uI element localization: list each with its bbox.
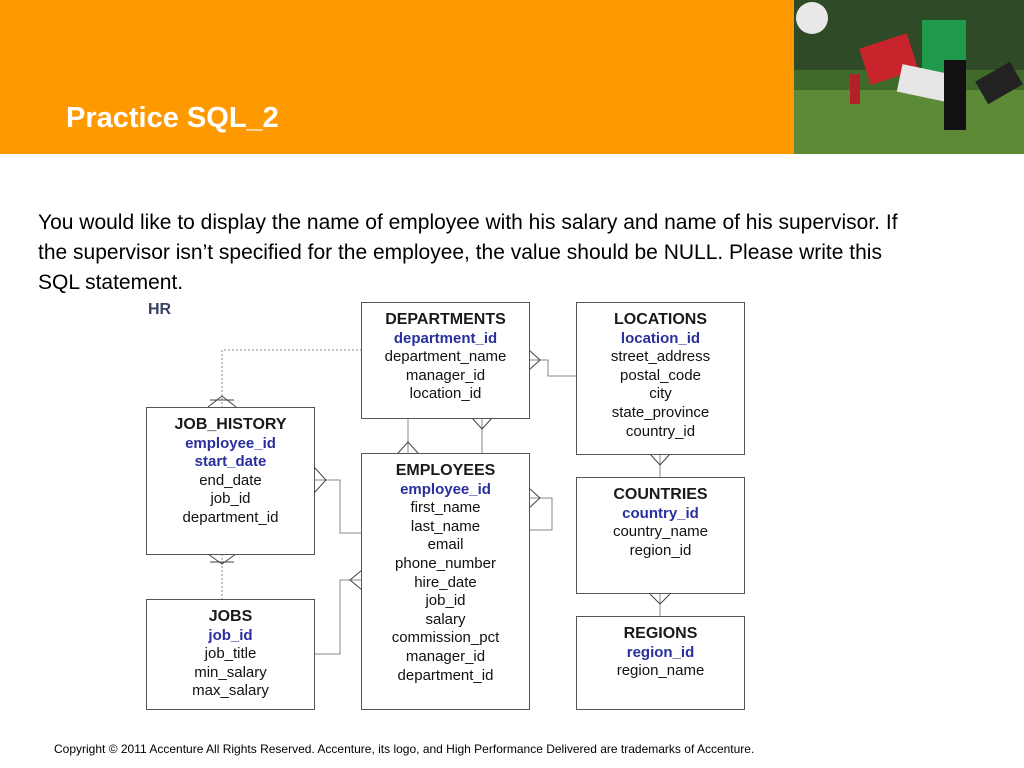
column: location_id	[409, 385, 482, 403]
primary-key: start_date	[194, 453, 267, 471]
column: job_id	[425, 592, 466, 610]
table-employees	[361, 453, 530, 710]
column: last_name	[410, 517, 481, 535]
column: min_salary	[194, 663, 267, 681]
column: hire_date	[414, 573, 477, 591]
column: country_id	[625, 422, 696, 440]
column: manager_id	[405, 366, 486, 384]
column: manager_id	[405, 647, 486, 665]
column: street_address	[610, 348, 711, 366]
column: state_province	[611, 403, 710, 421]
column: commission_pct	[391, 629, 500, 647]
table-name: LOCATIONS	[613, 311, 708, 328]
column: end_date	[199, 471, 262, 489]
copyright-footer: Copyright © 2011 Accenture All Rights Reserved. Accenture, its logo, and High Performance Delivered are trademarks of Accenture.	[54, 742, 755, 756]
column: region_id	[629, 541, 692, 559]
column: email	[427, 536, 464, 554]
table-name: JOB_HISTORY	[174, 416, 287, 433]
table-name: DEPARTMENTS	[385, 311, 506, 328]
column: region_name	[616, 662, 705, 680]
column: city	[649, 385, 672, 403]
table-job-history	[146, 407, 315, 555]
table-countries	[576, 477, 745, 594]
table-name: JOBS	[208, 608, 253, 625]
primary-key: region_id	[626, 643, 695, 661]
column: department_id	[397, 666, 494, 684]
table-name: COUNTRIES	[613, 486, 708, 503]
column: salary	[425, 610, 466, 628]
column: max_salary	[192, 682, 269, 700]
table-jobs	[146, 599, 315, 710]
primary-key: employee_id	[185, 434, 276, 452]
column: country_name	[612, 523, 709, 541]
primary-key: country_id	[622, 504, 699, 522]
primary-key: department_id	[393, 329, 498, 347]
primary-key: employee_id	[400, 480, 491, 498]
schema-label: HR	[148, 301, 172, 318]
column: department_id	[182, 508, 279, 526]
column: department_name	[384, 348, 507, 366]
table-name: EMPLOYEES	[395, 462, 496, 479]
column: phone_number	[395, 554, 496, 572]
column: first_name	[410, 499, 481, 517]
table-locations	[576, 302, 745, 455]
primary-key: job_id	[208, 626, 253, 644]
slide-title: Practice SQL_2	[66, 102, 279, 134]
table-name: REGIONS	[623, 625, 698, 642]
column: job_title	[204, 645, 257, 663]
table-regions	[576, 616, 745, 710]
question-text: You would like to display the name of employee with his salary and name of his supervisor. If the supervisor isn’t specified for the employee, the value should be NULL. Please write this SQL statement.	[38, 211, 898, 294]
column: postal_code	[620, 366, 701, 384]
primary-key: location_id	[620, 329, 701, 347]
table-departments	[361, 302, 530, 419]
column: job_id	[210, 490, 251, 508]
